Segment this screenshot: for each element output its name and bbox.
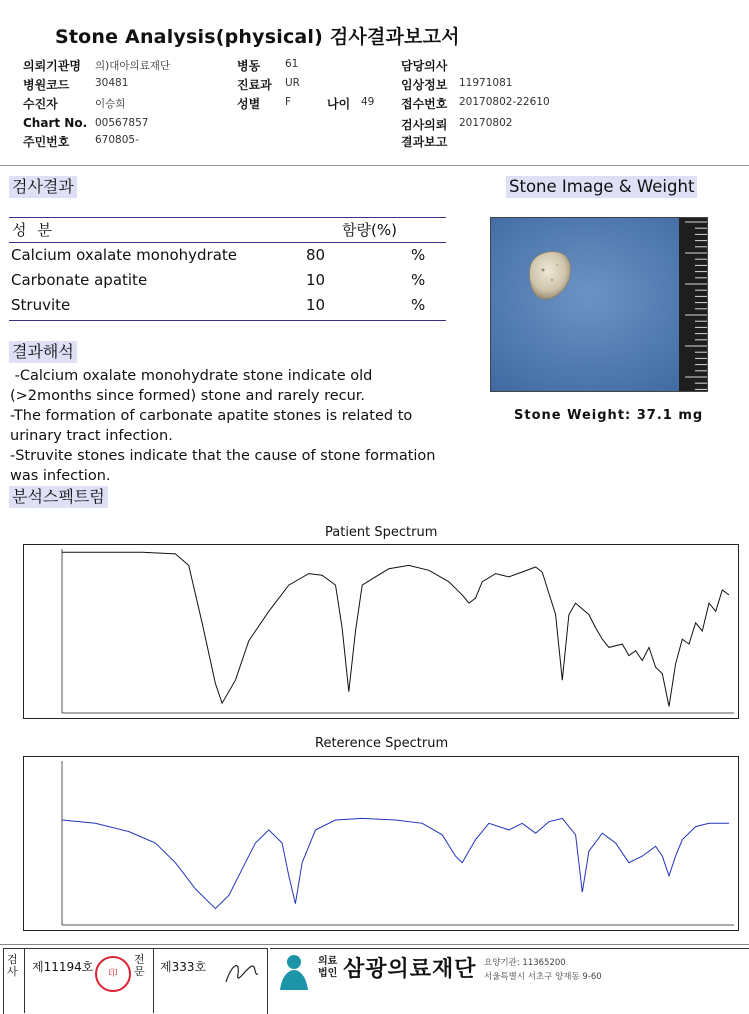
footer xyxy=(0,944,749,1013)
col-component: 성 분 xyxy=(12,221,55,239)
interpretation-line: -The formation of carbonate apatite stones is related to xyxy=(10,408,413,424)
col-amount: 함량(%) xyxy=(342,221,397,239)
field-value: 의)대아의료재단 xyxy=(95,60,171,72)
reference-spectrum-title: Reterence Spectrum xyxy=(315,736,449,751)
field-label: 나이 xyxy=(327,97,351,111)
field-label: 접수번호 xyxy=(401,97,448,111)
field-value: 30481 xyxy=(95,77,129,89)
org-reg: 요양기관: 11365200 xyxy=(484,958,566,968)
field-value: 00567857 xyxy=(95,117,149,129)
field-value: 20170802 xyxy=(459,117,513,129)
org-address: 서울특별시 서초구 양재동 9-60 xyxy=(484,972,602,982)
component-unit: % xyxy=(411,296,426,314)
header-divider xyxy=(0,165,749,166)
field-value: 20170802-22610 xyxy=(459,96,550,108)
interpretation-line: was infection. xyxy=(10,468,111,484)
field-label: 결과보고 xyxy=(401,135,448,149)
component-name: Carbonate apatite xyxy=(11,271,148,289)
field-value: 49 xyxy=(361,96,375,108)
field-label: 병동 xyxy=(237,59,261,73)
component-name: Struvite xyxy=(11,296,71,314)
results-section-title: 검사결과 xyxy=(9,176,77,198)
stone-photo xyxy=(490,217,708,392)
patient-spectrum-plot xyxy=(23,544,739,719)
component-value: 10 xyxy=(306,271,326,289)
cert-number-b: 제333호 xyxy=(160,960,207,974)
interpretation-line: (>2months since formed) stone and rarely recur. xyxy=(10,388,366,404)
reference-spectrum-svg xyxy=(24,757,738,930)
interpretation-line: -Calcium oxalate monohydrate stone indicate old xyxy=(10,368,373,384)
org-name: 삼광의료재단 xyxy=(343,957,477,982)
spectrum-section-title: 분석스펙트럼 xyxy=(9,486,108,508)
reference-spectrum-line xyxy=(62,818,729,908)
field-value: 61 xyxy=(285,58,299,70)
component-unit: % xyxy=(411,271,426,289)
patient-spectrum-svg xyxy=(24,545,738,718)
field-label: Chart No. xyxy=(23,116,88,130)
table-rule-bottom xyxy=(9,320,446,321)
stone-photo-graphic xyxy=(491,218,707,391)
field-label: 검사의뢰 xyxy=(401,118,448,132)
field-value: 11971081 xyxy=(459,77,513,89)
table-rule-header xyxy=(9,242,446,243)
org-logo-icon xyxy=(272,952,312,992)
field-label: 담당의사 xyxy=(401,59,448,73)
patient-spectrum-line xyxy=(62,552,729,706)
cert-label-b: 전문 xyxy=(134,953,145,978)
component-unit: % xyxy=(411,246,426,264)
field-label: 의뢰기관명 xyxy=(23,59,81,73)
patient-spectrum-title: Patient Spectrum xyxy=(325,525,438,540)
seal-stamp-icon: 印 xyxy=(95,956,131,992)
field-value: UR xyxy=(285,77,300,89)
signature-icon xyxy=(222,956,262,988)
field-value: 670805- xyxy=(95,134,139,146)
field-value: 이승희 xyxy=(95,98,126,110)
page-title: Stone Analysis(physical) 검사결과보고서 xyxy=(55,26,460,48)
component-value: 10 xyxy=(306,296,326,314)
interpretation-line: urinary tract infection. xyxy=(10,428,173,444)
field-label: 진료과 xyxy=(237,78,272,92)
image-section-title: Stone Image & Weight xyxy=(506,176,697,198)
field-label: 성별 xyxy=(237,97,261,111)
org-prefix: 의료법인 xyxy=(318,956,338,979)
field-label: 수진자 xyxy=(23,97,58,111)
interpretation-line: -Struvite stones indicate that the cause of stone formation xyxy=(10,448,436,464)
interpretation-title: 결과해석 xyxy=(9,341,77,363)
component-name: Calcium oxalate monohydrate xyxy=(11,246,238,264)
field-value: F xyxy=(285,96,292,108)
field-label: 주민번호 xyxy=(23,135,70,149)
component-value: 80 xyxy=(306,246,326,264)
reference-spectrum-plot xyxy=(23,756,739,931)
interpretation-text xyxy=(10,366,470,486)
table-rule-top xyxy=(9,217,446,218)
field-label: 임상정보 xyxy=(401,78,448,92)
cert-label-a: 검사 xyxy=(7,953,18,978)
field-label: 병원코드 xyxy=(23,78,70,92)
stone-weight: Stone Weight: 37.1 mg xyxy=(514,408,704,423)
cert-number-a: 제11194호 xyxy=(32,960,94,974)
